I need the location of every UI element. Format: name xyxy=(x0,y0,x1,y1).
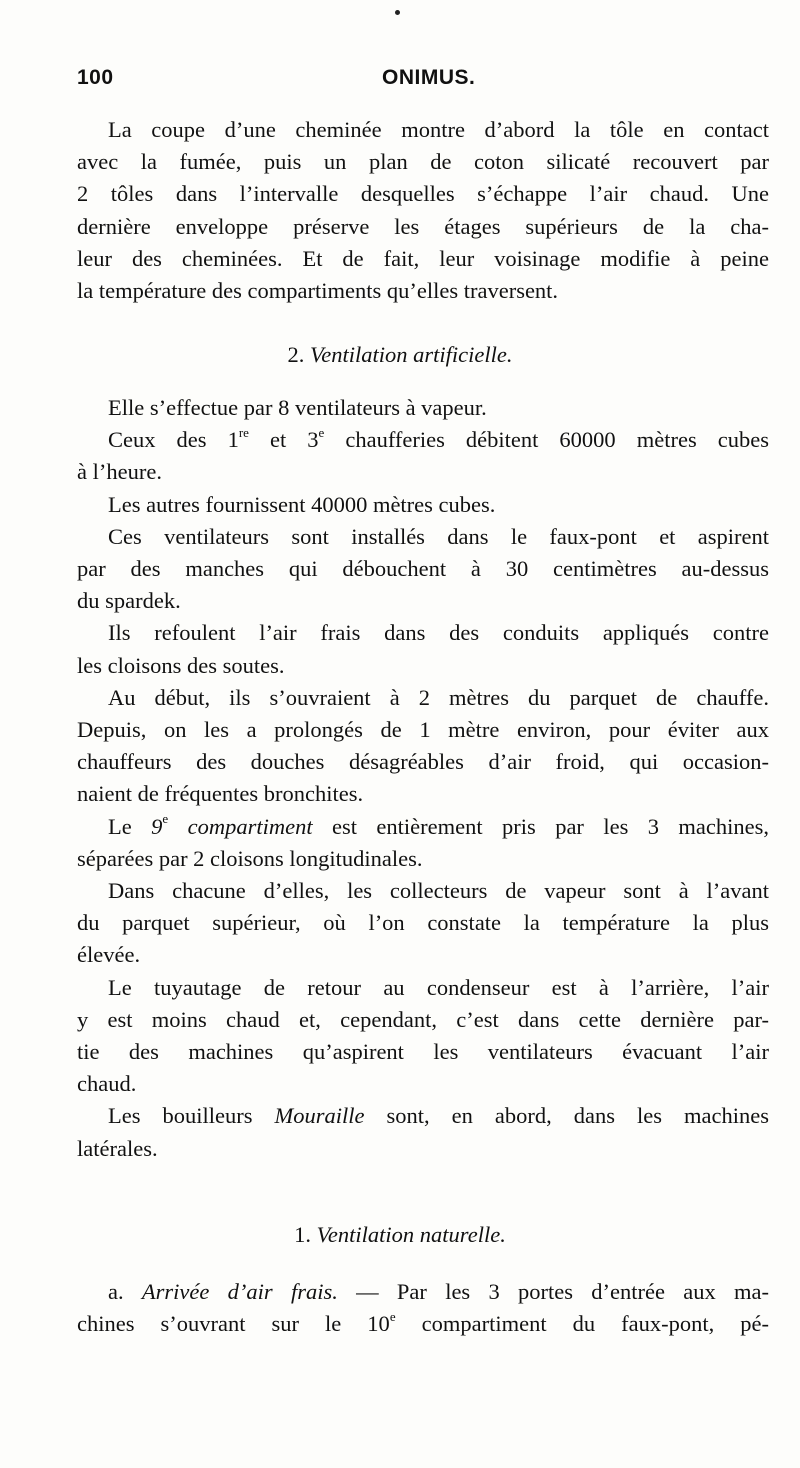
text-line: Depuis, on les a prolongés de 1 mètre environ, pour éviter aux xyxy=(77,717,769,743)
text-line: du spardek. xyxy=(77,588,181,614)
text-line: Les bouilleurs Mouraille sont, en abord, dans les machines xyxy=(108,1103,769,1129)
text-line: y est moins chaud et, cependant, c’est dans cette dernière par- xyxy=(77,1006,769,1032)
text-line: latérales. xyxy=(77,1135,158,1161)
section-number: 2. xyxy=(287,342,305,367)
text-line: dernière enveloppe préserve les étages supérieurs de la cha- xyxy=(77,213,769,239)
page-number: 100 xyxy=(77,66,114,89)
section-body-natural xyxy=(77,1276,769,1340)
section-heading-artificial xyxy=(0,342,800,368)
text-line: par des manches qui débouchent à 30 centimètres au-dessus xyxy=(77,556,769,582)
text-line: du parquet supérieur, où l’on constate la température la plus xyxy=(77,910,769,936)
text-line: Au début, ils s’ouvraient à 2 mètres du parquet de chauffe. xyxy=(108,684,769,710)
section-title: Ventilation naturelle. xyxy=(316,1222,506,1247)
text-line: Elle s’effectue par 8 ventilateurs à vapeur. xyxy=(108,395,487,420)
running-title: ONIMUS. xyxy=(382,66,476,89)
text-line: Ceux des 1re et 3e chaufferies débitent 60000 mètres cubes xyxy=(108,424,769,453)
section-body-artificial xyxy=(77,392,769,1165)
text-line: naient de fréquentes bronchites. xyxy=(77,781,364,807)
text-line: Ces ventilateurs sont installés dans le faux-pont et aspirent xyxy=(108,523,769,549)
text-line: leur des cheminées. Et de fait, leur voisinage modifie à peine xyxy=(77,245,769,271)
text-line: chaud. xyxy=(77,1071,137,1097)
text-line: Le 9e compartiment est entièrement pris par les 3 machines, xyxy=(108,811,770,839)
text-line: a. Arrivée d’air frais. — Par les 3 portes d’entrée aux ma- xyxy=(108,1279,770,1304)
text-line: élevée. xyxy=(77,942,141,968)
text-line: séparées par 2 cloisons longitudinales. xyxy=(77,845,423,871)
ink-speck xyxy=(395,10,400,15)
text-line: avec la fumée, puis un plan de coton silicaté recouvert par xyxy=(77,149,769,175)
text-line: 2 tôles dans l’intervalle desquelles s’échappe l’air chaud. Une xyxy=(77,181,769,207)
text-line: les cloisons des soutes. xyxy=(77,652,285,678)
text-line: la température des compartiments qu’elles traversent. xyxy=(77,278,559,304)
text-line: Le tuyautage de retour au condenseur est à l’arrière, l’air xyxy=(108,974,769,1000)
text-line: Ils refoulent l’air frais dans des conduits appliqués contre xyxy=(108,620,769,646)
text-line: tie des machines qu’aspirent les ventilateurs évacuant l’air xyxy=(77,1039,769,1065)
section-title: Ventilation artificielle. xyxy=(310,342,513,367)
text-line: chines s’ouvrant sur le 10e compartiment du faux-pont, pé- xyxy=(77,1308,769,1337)
text-line: Dans chacune d’elles, les collecteurs de vapeur sont à l’avant xyxy=(108,878,769,904)
section-number: 1. xyxy=(294,1222,312,1247)
section-heading-natural xyxy=(0,1222,800,1248)
text-line: La coupe d’une cheminée montre d’abord la tôle en contact xyxy=(108,117,769,142)
paragraph-chimney xyxy=(77,114,769,307)
text-line: Les autres fournissent 40000 mètres cubes. xyxy=(108,491,496,517)
text-line: chauffeurs des douches désagréables d’air froid, qui occasion- xyxy=(77,749,769,775)
text-line: à l’heure. xyxy=(77,459,162,485)
